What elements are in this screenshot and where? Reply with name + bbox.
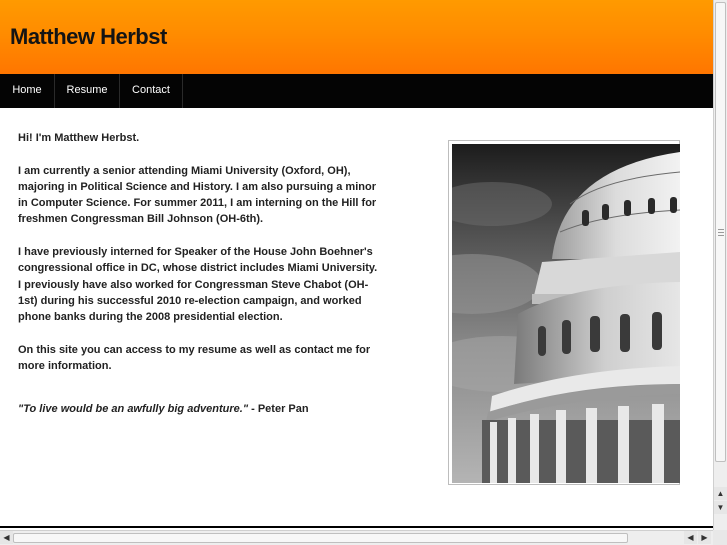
favorite-quote xyxy=(18,401,380,417)
nav-item-home[interactable]: Home xyxy=(0,74,55,108)
horizontal-scroll-thumb[interactable] xyxy=(13,533,628,543)
contact-paragraph: On this site you can access to my resume as well as contact me for more information. xyxy=(18,343,371,373)
site-header xyxy=(0,0,713,74)
horizontal-scrollbar[interactable] xyxy=(0,530,713,545)
bio-paragraph-current: I am currently a senior attending Miami University (Oxford, OH), majoring in Political Science and History. I am also pursuing a minor in Computer Science. For summer 2011, I am interning on the Hill for freshmen Congressman Bill Johnson (OH-6th). xyxy=(18,164,377,226)
main-nav xyxy=(0,74,713,108)
footer-band xyxy=(0,526,713,528)
vertical-scrollbar[interactable] xyxy=(713,0,727,530)
quote-attribution: - Peter Pan xyxy=(248,403,309,416)
nav-item-resume[interactable]: Resume xyxy=(55,74,120,108)
grip-line xyxy=(718,232,724,233)
bio-paragraph-previous: I have previously interned for Speaker of the House John Boehner's congressional office in DC, whose district includes Miami University. I previously have also worked for Congressman Steve Chabot (OH-1st) during his successful 2010 re-election campaign, and worked phone banks during the 2008 presidential election. xyxy=(18,246,378,324)
arrow-down-icon[interactable]: ▼ xyxy=(714,501,727,514)
site-title: Matthew Herbst xyxy=(10,24,167,49)
arrow-right-icon[interactable]: ▶ xyxy=(698,531,711,544)
arrow-left-icon[interactable]: ◀ xyxy=(0,531,13,544)
arrow-left-icon[interactable]: ◀ xyxy=(684,531,697,544)
capitol-dome-image xyxy=(452,144,680,483)
vertical-scroll-thumb[interactable] xyxy=(715,2,726,462)
grip-line xyxy=(718,229,724,230)
scrollbar-corner xyxy=(713,530,727,545)
main-content xyxy=(0,108,713,526)
greeting: Hi! I'm Matthew Herbst. xyxy=(18,132,140,144)
grip-line xyxy=(718,235,724,236)
arrow-up-icon[interactable]: ▲ xyxy=(714,487,727,500)
capitol-photo-frame xyxy=(448,140,680,485)
nav-item-contact[interactable]: Contact xyxy=(120,74,183,108)
quote-text: "To live would be an awfully big adventure." xyxy=(18,403,249,416)
intro-text xyxy=(18,130,380,434)
